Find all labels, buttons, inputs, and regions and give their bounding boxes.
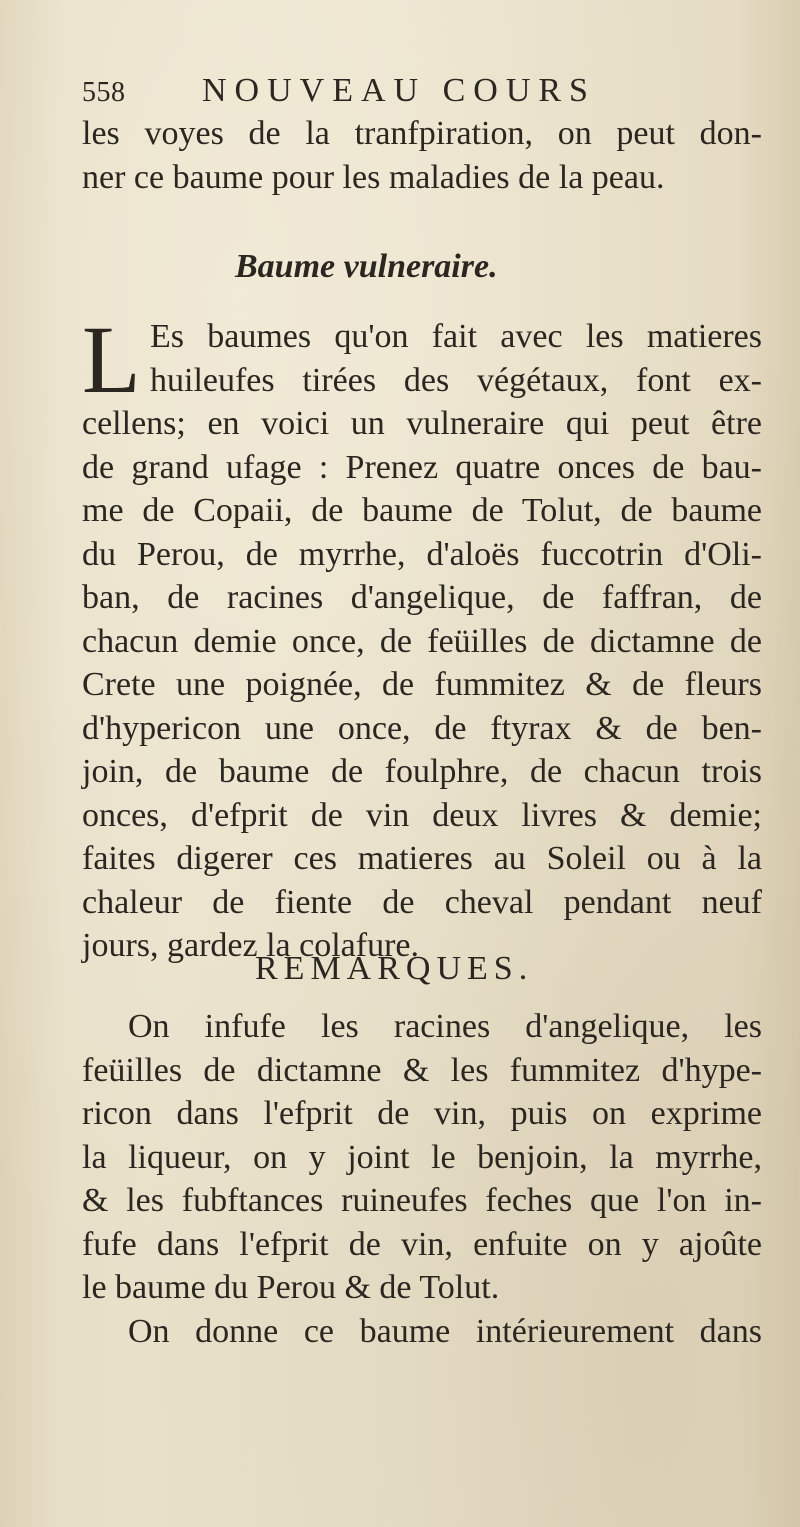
- text-line: cellens; en voici un vulneraire qui peut être: [82, 405, 762, 442]
- text-line: le baume du Perou & de Tolut.: [82, 1269, 500, 1306]
- remarques-heading: REMARQUES.: [255, 950, 534, 987]
- text-line: me de Copaii, de baume de Tolut, de baume: [82, 492, 762, 529]
- running-header: [82, 72, 762, 110]
- text-line: On infufe les racines d'angelique, les: [128, 1008, 762, 1045]
- text-line: & les fubftances ruineufes feches que l'on in-: [82, 1182, 762, 1219]
- text-line: Crete une poignée, de fummitez & de fleurs: [82, 666, 762, 703]
- text-line: On donne ce baume intérieurement dans: [128, 1312, 762, 1350]
- recipe-paragraph: [82, 315, 762, 968]
- text-line: huileufes tirées des végétaux, font ex-: [150, 361, 762, 399]
- drop-cap: L: [82, 306, 141, 413]
- page-number: 558: [82, 77, 126, 108]
- text-line: chaleur de fiente de cheval pendant neuf: [82, 883, 762, 921]
- text-line: les voyes de la tranfpiration, on peut don-: [82, 115, 762, 152]
- section-title: Baume vulneraire.: [235, 248, 498, 285]
- text-line: chacun demie once, de feüilles de dictamne de: [82, 622, 762, 660]
- text-line: onces, d'efprit de vin deux livres & demie;: [82, 796, 762, 834]
- text-line: jours, gardez la colafure.: [82, 927, 419, 964]
- text-line: feüilles de dictamne & les fummitez d'hype-: [82, 1051, 762, 1089]
- running-title: NOUVEAU COURS: [202, 72, 596, 109]
- text-line: ricon dans l'efprit de vin, puis on exprime: [82, 1095, 762, 1132]
- text-line: la liqueur, on y joint le benjoin, la myrrhe,: [82, 1138, 762, 1176]
- text-line: Es baumes qu'on fait avec les matieres: [150, 318, 762, 355]
- text-line: fufe dans l'efprit de vin, enfuite on y ajoûte: [82, 1225, 762, 1263]
- text-line: faites digerer ces matieres au Soleil ou à la: [82, 840, 762, 877]
- text-line: d'hypericon une once, de ftyrax & de ben-: [82, 709, 762, 747]
- text-line: ban, de racines d'angelique, de faffran, de: [82, 579, 762, 616]
- intro-paragraph: [82, 112, 762, 199]
- text-line: du Perou, de myrrhe, d'aloës fuccotrin d'Oli-: [82, 535, 762, 573]
- text-line: ner ce baume pour les maladies de la peau.: [82, 158, 665, 196]
- remarques-paragraph: [82, 1005, 762, 1353]
- text-line: join, de baume de foulphre, de chacun trois: [82, 753, 762, 790]
- text-line: de grand ufage : Prenez quatre onces de bau-: [82, 448, 762, 486]
